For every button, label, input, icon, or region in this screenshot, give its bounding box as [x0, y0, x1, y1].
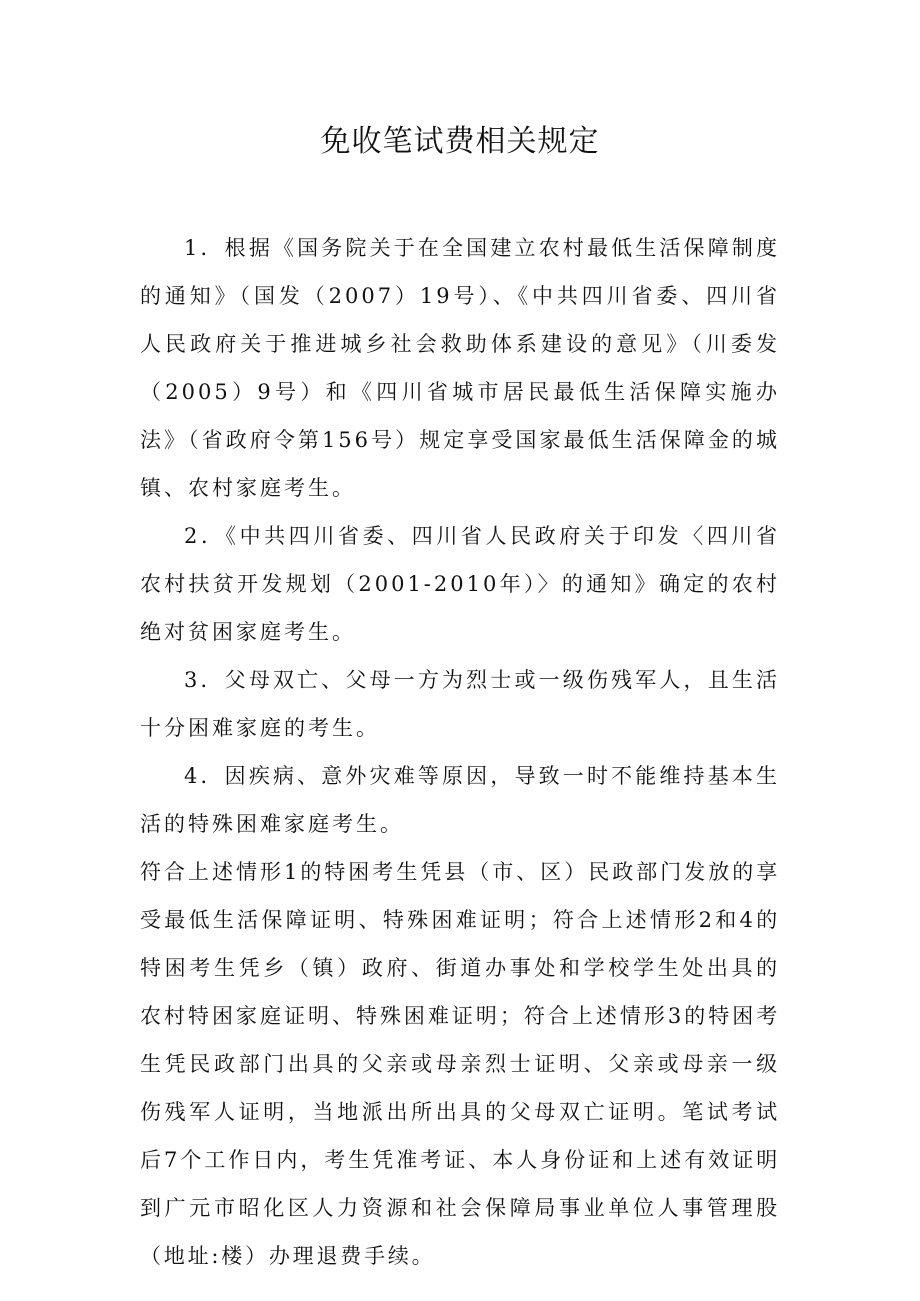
document-body: [140, 224, 780, 1280]
paragraph-item-4: 4．因疾病、意外灾难等原因，导致一时不能维持基本生活的特殊困难家庭考生。: [140, 764, 780, 836]
paragraph-item-1: 1．根据《国务院关于在全国建立农村最低生活保障制度的通知》（国发（2007）19号）、《中共四川省委、四川省人民政府关于推进城乡社会救助体系建设的意见》（川委发（2005）9号）和《四川省城市居民最低生活保障实施办法》（省政府令第156号）规定享受国家最低生活保障金的城镇、农村家庭考生。: [140, 236, 780, 500]
paragraph-item-2: 2．《中共四川省委、四川省人民政府关于印发〈四川省农村扶贫开发规划（2001-2010年）〉的通知》确定的农村绝对贫困家庭考生。: [140, 524, 780, 644]
paragraph-item-3: 3．父母双亡、父母一方为烈士或一级伤残军人，且生活十分困难家庭的考生。: [140, 668, 780, 740]
document-title: 免收笔试费相关规定: [320, 124, 600, 159]
paragraph-refund-procedure: 符合上述情形1的特困考生凭县（市、区）民政部门发放的享受最低生活保障证明、特殊困难证明；符合上述情形2和4的特困考生凭乡（镇）政府、街道办事处和学校学生处出具的农村特困家庭证明、特殊困难证明；符合上述情形3的特困考生凭民政部门出具的父亲或母亲烈士证明、父亲或母亲一级伤残军人证明，当地派出所出具的父母双亡证明。笔试考试后7个工作日内，考生凭准考证、本人身份证和上述有效证明到广元市昭化区人力资源和社会保障局事业单位人事管理股（地址:楼）办理退费手续。: [140, 860, 780, 1268]
